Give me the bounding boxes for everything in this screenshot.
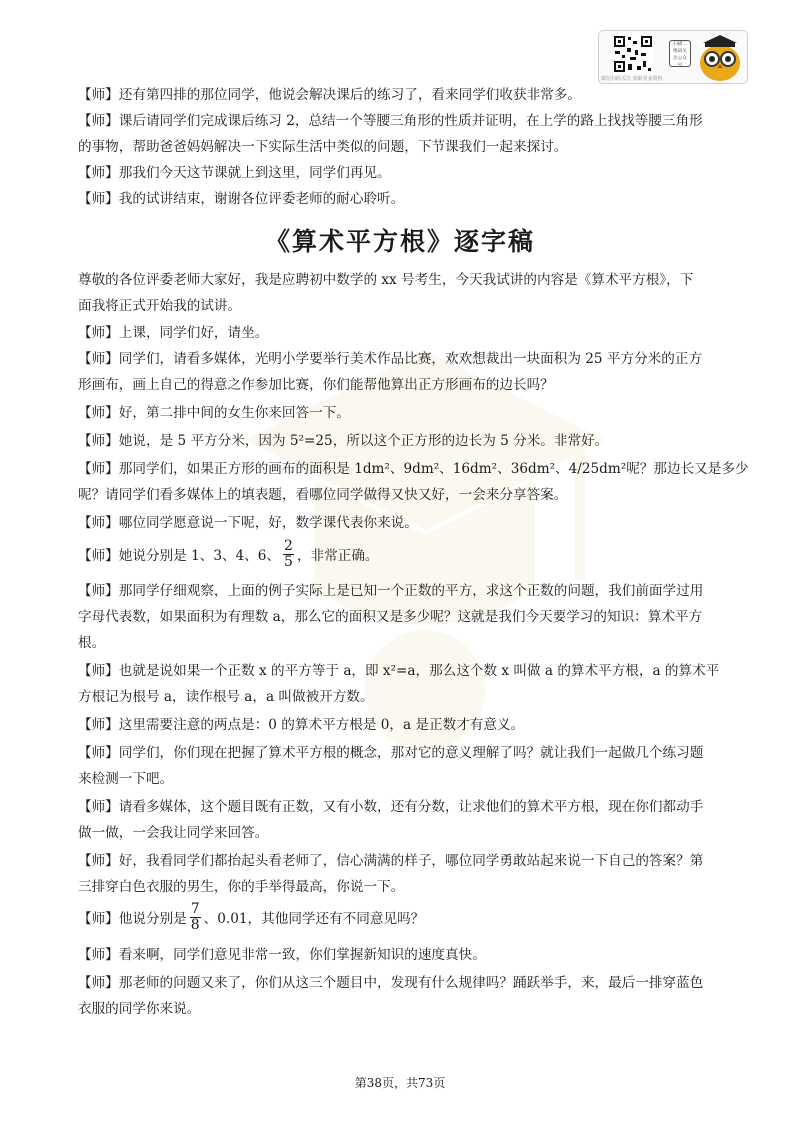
text-line: 【师】我的试讲结束，谢谢各位评委老师的耐心聆听。 bbox=[78, 191, 405, 207]
text-line: 【师】课后请同学们完成课后练习 2，总结一个等腰三角形的性质并证明，在上学的路上找找等腰三角形 bbox=[78, 113, 703, 129]
fraction: $\frac{2}{5}$ bbox=[284, 538, 293, 570]
page-number: 第38页，共73页 bbox=[354, 1076, 446, 1090]
text-line: 形画布，画上自己的得意之作参加比赛，你们能帮他算出正方形画布的边长吗？ bbox=[78, 377, 554, 393]
text-line: 【师】也就是说如果一个正数 x 的平方等于 a，即 x²=a，那么这个数 x 叫做 a 的算术平方根，a 的算术平 bbox=[78, 663, 720, 679]
text-line: 【师】这里需要注意的两点是：0 的算术平方根是 0，a 是正数才有意义。 bbox=[78, 717, 525, 733]
text-line: 尊敬的各位评委老师大家好，我是应聘初中数学的 xx 号考生，今天我试讲的内容是《算术平方根》，下 bbox=[78, 272, 694, 288]
header-ad-box[interactable] bbox=[598, 30, 748, 84]
text-line: 面我将正式开始我的试讲。 bbox=[78, 298, 242, 314]
text-line: 【师】同学们，请看多媒体，光明小学要举行美术作品比赛，欢欢想裁出一块面积为 25 平方分米的正方 bbox=[78, 351, 703, 367]
text-line: 【师】请看多媒体，这个题目既有正数，又有小数，还有分数，让求他们的算术平方根，现在你们都动手 bbox=[78, 799, 704, 815]
text-line: 【师】那同学仔细观察，上面的例子实际上是已知一个正数的平方，求这个正数的问题，我们前面学过用 bbox=[78, 583, 704, 599]
text-line: 衣服的同学你来说。 bbox=[78, 1001, 201, 1017]
speech-bubble: 扫描二 维码关 注公众 号 bbox=[669, 40, 691, 67]
text-line: 字母代表数，如果面积为有理数 a，那么它的面积又是多少呢？这就是我们今天要学习的知识：算术平方 bbox=[78, 609, 703, 625]
text-line: 【师】她说，是 5 平方分米，因为 5²=25，所以这个正方形的边长为 5 分米。非常好。 bbox=[78, 433, 609, 449]
text-line: 【师】上课，同学们好，请坐。 bbox=[78, 325, 269, 341]
fraction-line: 【师】他说分别是 $\frac{7}{8}$ 、0.01，其他同学还有不同意见吗？ bbox=[78, 901, 425, 933]
text-line: 三排穿白色衣服的男生，你的手举得最高，你说一下。 bbox=[78, 879, 405, 895]
text-line: 【师】那老师的问题又来了，你们从这三个题目中，发现有什么规律吗？踊跃举手，来，最后一排穿蓝色 bbox=[78, 975, 704, 991]
section-title: 《算术平方根》逐字稿 bbox=[264, 227, 535, 256]
fraction: $\frac{7}{8}$ bbox=[190, 901, 200, 933]
text-line: 【师】那同学们，如果正方形的画布的面积是 1dm²、9dm²、16dm²、36dm²、4/25dm²呢？那边长又是多少 bbox=[78, 461, 749, 477]
text-line: 来检测一下吧。 bbox=[78, 771, 174, 787]
text-line: 【师】那我们今天这节课就上到这里，同学们再见。 bbox=[78, 165, 391, 181]
text-line: 【师】好，第二排中间的女生你来回答一下。 bbox=[78, 405, 350, 421]
text-line: 【师】看来啊，同学们意见非常一致，你们掌握新知识的速度真快。 bbox=[78, 947, 486, 963]
text-line: 做一做，一会我让同学来回答。 bbox=[78, 825, 269, 841]
ad-caption: 微信扫码关注 获取更多资料 bbox=[601, 76, 663, 82]
text-line: 【师】还有第四排的那位同学，他说会解决课后的练习了，看来同学们收获非常多。 bbox=[78, 87, 581, 103]
fraction-line: 【师】她说分别是 1、3、4、6、 $\frac{2}{5}$ ，非常正确。 bbox=[78, 538, 379, 570]
text-line: 方根记为根号 a，读作根号 a，a 叫做被开方数。 bbox=[78, 689, 374, 705]
text-line: 【师】哪位同学愿意说一下呢，好，数学课代表你来说。 bbox=[78, 515, 418, 531]
text-line: 【师】同学们，你们现在把握了算术平方根的概念，那对它的意义理解了吗？就让我们一起做几个练习题 bbox=[78, 745, 704, 761]
text-line: 呢？请同学们看多媒体上的填表题，看哪位同学做得又快又好，一会来分享答案。 bbox=[78, 487, 568, 503]
text-line: 根。 bbox=[78, 635, 106, 651]
text-line: 的事物，帮助爸爸妈妈解决一下实际生活中类似的问题，下节课我们一起来探讨。 bbox=[78, 139, 568, 155]
text-line: 【师】好，我看同学们都抬起头看老师了，信心满满的样子，哪位同学勇敢站起来说一下自己的答案？第 bbox=[78, 853, 704, 869]
qr-code-icon[interactable] bbox=[613, 35, 653, 73]
